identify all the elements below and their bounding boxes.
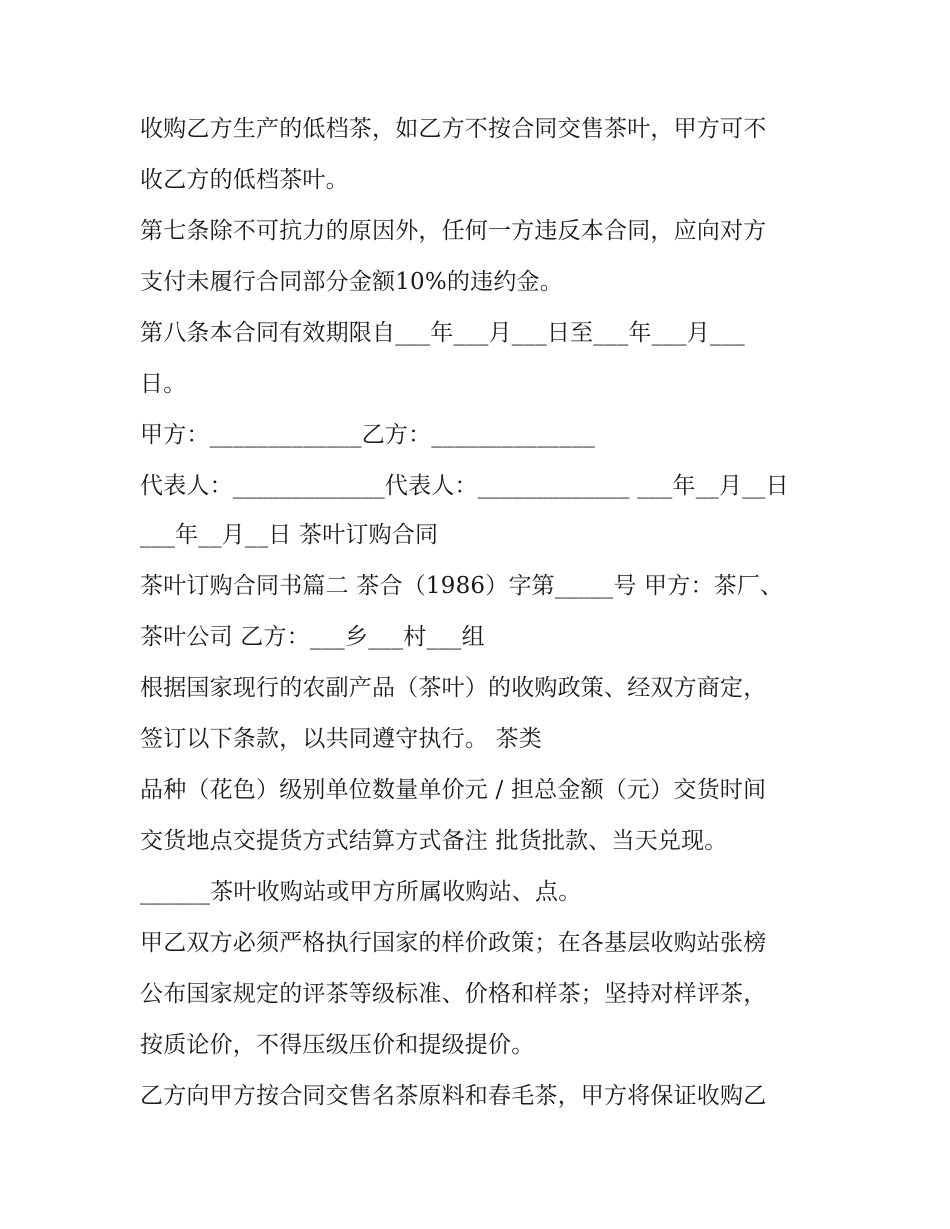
text-line: 签订以下条款，以共同遵守执行。 茶类	[140, 726, 542, 752]
text-line: 收购乙方生产的低档茶，如乙方不按合同交售茶叶，甲方可不	[140, 116, 767, 142]
text-line: ___年__月__日 茶叶订购合同	[140, 522, 439, 548]
text-line: 第八条本合同有效期限自___年___月___日至___年___月___	[140, 320, 745, 346]
text-line: 乙方向甲方按合同交售名茶原料和春毛茶，甲方将保证收购乙	[140, 1083, 767, 1109]
text-line: 茶叶公司 乙方：___乡___村___组	[140, 624, 485, 650]
text-line: 品种（花色）级别单位数量单价元 / 担总金额（元）交货时间	[140, 777, 767, 803]
text-line: 代表人：_____________代表人：_____________ ___年__月__日	[140, 473, 789, 499]
text-line: 甲方：_____________乙方：______________	[140, 422, 596, 448]
text-line: ______茶叶收购站或甲方所属收购站、点。	[140, 879, 582, 905]
text-line: 根据国家现行的农副产品（茶叶）的收购政策、经双方商定，	[140, 675, 767, 701]
text-line: 交货地点交提货方式结算方式备注 批货批款、当天兑现。	[140, 828, 728, 854]
text-line: 第七条除不可抗力的原因外，任何一方违反本合同，应向对方	[140, 218, 767, 244]
text-line: 甲乙双方必须严格执行国家的样价政策；在各基层收购站张榜	[140, 930, 767, 956]
text-line: 收乙方的低档茶叶。	[140, 167, 349, 193]
text-line: 茶叶订购合同书篇二 茶合（1986）字第_____号 甲方：茶厂、	[140, 573, 784, 599]
text-line: 按质论价，不得压级压价和提级提价。	[140, 1032, 535, 1058]
text-line: 公布国家规定的评茶等级标准、价格和样茶；坚持对样评茶，	[140, 981, 767, 1007]
text-line: 日。	[140, 371, 187, 397]
text-line: 支付未履行合同部分金额10%的违约金。	[140, 269, 563, 295]
